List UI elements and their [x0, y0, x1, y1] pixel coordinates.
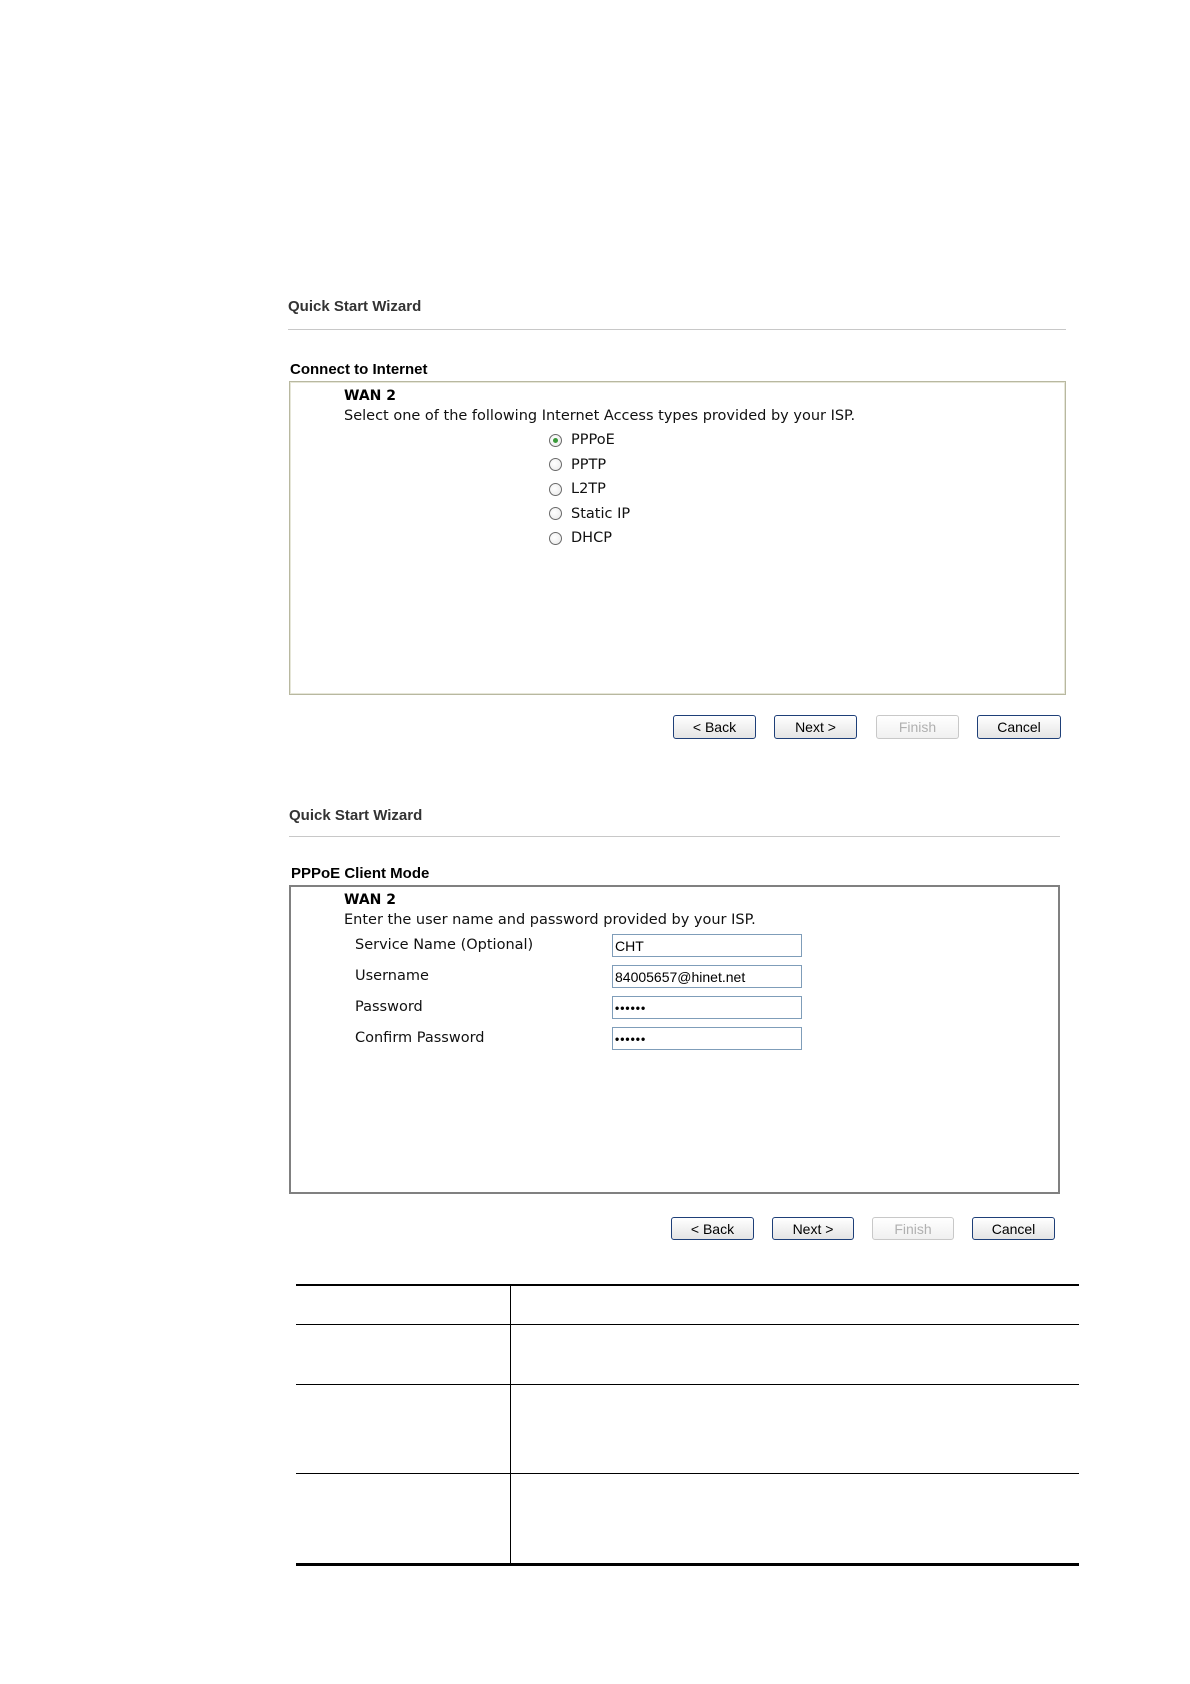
radio-label-pppoe: PPPoE	[571, 432, 615, 448]
access-type-radio-group	[549, 430, 630, 548]
wizard1-next-button[interactable]: Next >	[774, 715, 857, 739]
wizard2-finish-button[interactable]: Finish	[872, 1217, 954, 1240]
radio-button-dhcp[interactable]	[549, 532, 562, 545]
radio-label-pptp: PPTP	[571, 456, 607, 473]
wizard2-instruction: Enter the user name and password provided by your ISP.	[344, 912, 756, 928]
radio-option-l2tp[interactable]	[549, 479, 630, 499]
radio-option-pppoe[interactable]	[549, 430, 630, 450]
description-table	[296, 1284, 1079, 1566]
wizard2-title-rule	[289, 836, 1060, 837]
table-bottom-border	[296, 1563, 1079, 1566]
wizard2-next-button[interactable]: Next >	[772, 1217, 854, 1240]
wizard1-cancel-button[interactable]: Cancel	[977, 715, 1061, 739]
table-column-divider	[510, 1284, 511, 1566]
wizard2-panel	[289, 885, 1060, 1194]
wizard2-cancel-button[interactable]: Cancel	[972, 1217, 1055, 1240]
table-row-divider	[296, 1324, 1079, 1325]
radio-label-dhcp: DHCP	[571, 530, 612, 547]
radio-option-pptp[interactable]	[549, 455, 630, 475]
wizard1-section-title: Connect to Internet	[290, 361, 428, 378]
wizard1-instruction: Select one of the following Internet Access types provided by your ISP.	[344, 408, 856, 424]
wizard2-back-button[interactable]: < Back	[671, 1217, 754, 1240]
radio-button-pppoe[interactable]	[549, 434, 562, 447]
table-top-border	[296, 1284, 1079, 1286]
radio-button-static-ip[interactable]	[549, 507, 562, 520]
password-input[interactable]: ••••••	[612, 996, 802, 1019]
wizard1-panel	[289, 381, 1066, 695]
wizard1-wan-label: WAN 2	[344, 388, 396, 404]
confirm-password-label: Confirm Password	[355, 1030, 485, 1046]
username-label: Username	[355, 968, 429, 984]
table-row-divider	[296, 1473, 1079, 1474]
table-row-divider	[296, 1384, 1079, 1385]
wizard2-title: Quick Start Wizard	[289, 807, 423, 824]
radio-label-l2tp: L2TP	[571, 481, 606, 498]
username-input[interactable]: 84005657@hinet.net	[612, 965, 802, 988]
password-label: Password	[355, 999, 423, 1015]
wizard1-finish-button[interactable]: Finish	[876, 715, 959, 739]
radio-button-l2tp[interactable]	[549, 483, 562, 496]
confirm-password-input[interactable]: ••••••	[612, 1027, 802, 1050]
radio-option-dhcp[interactable]	[549, 528, 630, 548]
radio-label-static-ip: Static IP	[571, 505, 631, 522]
wizard1-title: Quick Start Wizard	[288, 298, 422, 315]
service-name-input[interactable]: CHT	[612, 934, 802, 957]
service-name-label: Service Name (Optional)	[355, 937, 534, 953]
wizard1-title-rule	[288, 329, 1066, 330]
wizard2-section-title: PPPoE Client Mode	[291, 865, 430, 882]
wizard1-back-button[interactable]: < Back	[673, 715, 756, 739]
radio-button-pptp[interactable]	[549, 458, 562, 471]
radio-option-static-ip[interactable]	[549, 504, 630, 524]
wizard2-wan-label: WAN 2	[344, 892, 396, 908]
